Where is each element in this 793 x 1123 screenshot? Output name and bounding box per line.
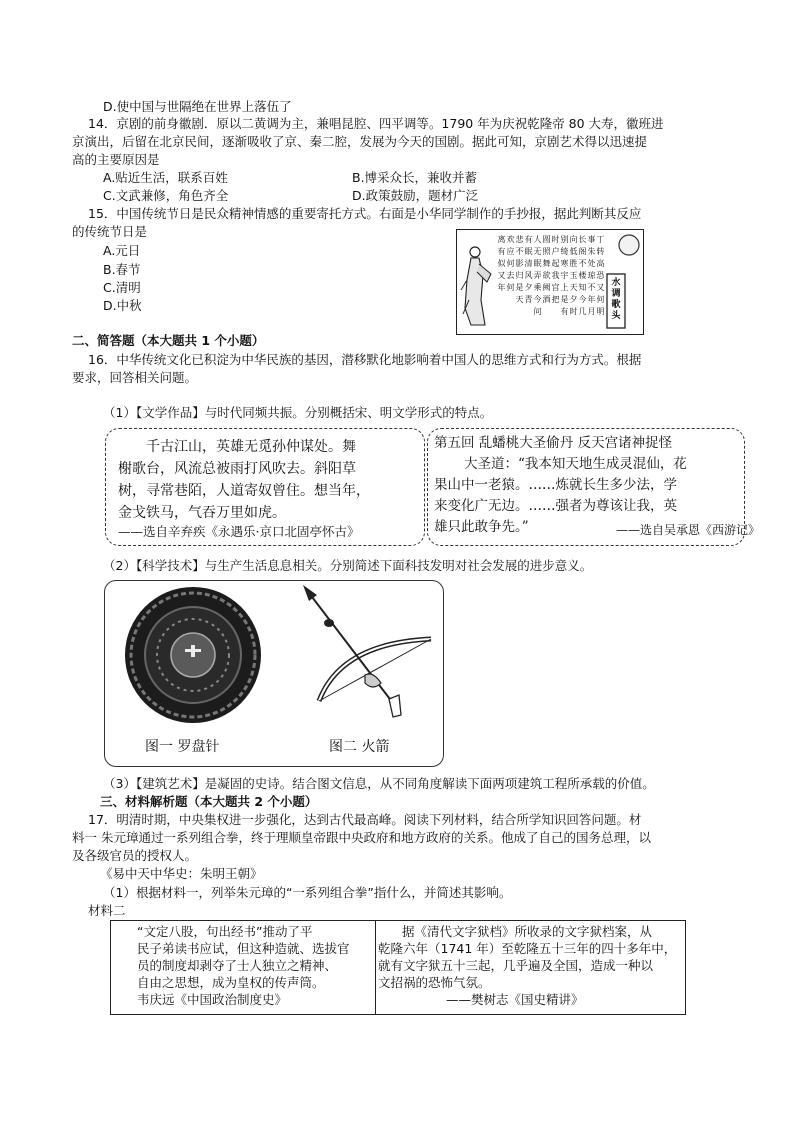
q16-line-2: 要求，回答相关问题。	[72, 370, 198, 385]
poem-source: ——选自辛弃疾《永遇乐·京口北固亭怀古》	[118, 524, 360, 539]
q15-line-1: 15．中国传统节日是民众精神情感的重要寄托方式。右面是小华同学制作的手抄报，据此判断其反应	[88, 206, 642, 221]
material2-label: 材料二	[88, 903, 126, 918]
poster-column: 人无眠弄乘今问	[533, 235, 542, 316]
poster-column: 长阁不楼知今几	[578, 235, 587, 316]
poem-line-3: 树，寻常巷陌，人道寄奴曾住。想当年，	[118, 483, 370, 499]
table-right-line-3: 就有文字狱五十三起，几乎遍及全国，造成一种以	[378, 958, 654, 973]
poster-column: 离有似又年	[497, 235, 506, 292]
table-left-line-5: 韦庆远《中国政治制度史》	[137, 992, 288, 1007]
table-left-line-1: “文定八股，句出经书”推动了平	[137, 924, 313, 939]
novel-line-3: 果山中一老猿。……炼就长生多少法，学	[434, 477, 677, 493]
table-left-line-3: 员的制度却剥夺了士人独立之精神、	[137, 958, 338, 973]
q13-option-d: D.使中国与世隔绝在世界上落伍了	[103, 99, 292, 114]
q14-line-2: 京演出，后留在北京民间，逐渐吸收了京、秦二腔，发展为今天的国剧。据此可知，京剧艺术得以迅速提	[72, 134, 648, 149]
table-cell-right	[376, 921, 685, 1014]
section2-title: 二、简答题（本大题共 1 个小题）	[72, 333, 265, 348]
novel-line-2: 大圣道：“我本知天地生成灵混仙，花	[464, 456, 687, 472]
q17-source: 《易中天中华史：朱明王朝》	[100, 866, 263, 881]
q15-option-a: A.元日	[103, 243, 141, 258]
fig1-caption: 图一 罗盘针	[145, 739, 220, 755]
q15-option-b: B.春节	[103, 262, 141, 277]
q14-line-1: 14．京剧的前身徽剧．原以二黄调为主，兼唱昆腔、四平调等。1790 年为庆祝乾隆帝 80 大寿，徽班进	[88, 116, 664, 131]
q14-option-d: D.政策鼓励，题材广泛	[352, 188, 479, 203]
novel-box	[427, 428, 761, 546]
q14-option-a: A.贴近生活，联系百姓	[103, 170, 228, 185]
poster-column: 丁转高恐又何明	[596, 235, 605, 316]
q16-sub3: （3）【建筑艺术】是凝固的史诗。结合图文信息，从不同角度解读下面两项建筑工程所承载的价值。	[103, 776, 655, 791]
fig2-caption: 图二 火箭	[329, 739, 390, 755]
poem-line-1: 千古江山，英雄无觅孙仲谋处。舞	[146, 439, 356, 455]
poem-line-4: 金戈铁马，气吞万里如虎。	[118, 505, 286, 521]
q15-option-c: C.清明	[103, 280, 141, 295]
table-cell-left	[111, 921, 376, 1014]
section3-title: 三、材料解析题（本大题共 2 个小题）	[100, 794, 318, 809]
q17-line-2: 料一 朱元璋通过一系列组合拳，终于理顺皇帝跟中央政府和地方政府的关系。他成了自己的国务总理，以	[72, 830, 651, 845]
q16-sub1: （1）【文学作品】与时代同频共振。分别概括宋、明文学形式的特点。	[103, 405, 493, 420]
q15-line-2: 的传统节日是	[72, 224, 148, 239]
poster-column: 事朱处琼不年月	[587, 235, 596, 316]
handwritten-poster	[456, 229, 644, 335]
poem-line-2: 榭歌台，风流总被雨打风吹去。斜阳草	[118, 461, 356, 477]
table-left-line-4: 自由之思想，成为皇权的传声筒。	[137, 975, 325, 990]
q14-line-3: 高的主要原因是	[72, 152, 160, 167]
table-right-line-1: 据《清代文字狱档》所收录的文字狱档案，从	[402, 924, 653, 939]
q14-option-c: C.文武兼修，角色齐全	[103, 188, 229, 203]
poster-column: 悲不影归是天	[515, 235, 524, 304]
q17-sub1: （1）根据材料一，列举朱元璋的“一系列组合拳”指什么，并简述其影响。	[103, 885, 512, 900]
figures-frame	[104, 580, 444, 767]
fire-arrow-illustration	[281, 583, 441, 733]
poster-column: 向低胜玉天夕时	[569, 235, 578, 316]
q16-sub2: （2）【科学技术】与生产生活息息相关。分别简述下面科技发明对社会发展的进步意义。	[103, 558, 593, 573]
novel-line-1: 第五回 乱蟠桃大圣偷丹 反天宫诸神捉怪	[434, 435, 673, 451]
poster-column: 别绮寒宇上是有	[560, 235, 569, 316]
table-left-line-2: 民子弟读书应试，但这种造就、选拔官	[137, 941, 350, 956]
novel-line-4: 来变化广无边。……强者为尊该让我，英	[434, 498, 677, 514]
poster-column: 圆照舞欲阙酒	[542, 235, 551, 304]
poster-text-columns	[497, 234, 605, 330]
poem-box	[105, 428, 425, 546]
poster-column: 有眠清风夕青	[524, 235, 533, 304]
compass-illustration	[109, 583, 279, 733]
table-right-line-4: 文招祸的恐怖气氛。	[378, 975, 491, 990]
poster-seal: 水调歌头	[611, 278, 621, 321]
poster-column: 时户起我宫把	[551, 235, 560, 304]
material2-table	[110, 920, 686, 1015]
q14-option-b: B.博采众长，兼收并蓄	[352, 170, 478, 185]
novel-line-5: 雄只此敢争先。”	[434, 519, 529, 535]
q17-line-1: 17．明清时期，中央集权进一步强化，达到古代最高峰。阅读下列材料，结合所学知识回答问题。材	[88, 812, 642, 827]
novel-source: ——选自吴承恩《西游记》	[616, 523, 761, 537]
table-right-line-2: 乾隆六年（1741 年）至乾隆五十三年的四十多年中，	[378, 941, 677, 956]
q15-option-d: D.中秋	[103, 298, 142, 313]
table-right-line-5: ——樊树志《国史精讲》	[446, 992, 584, 1007]
q16-line-1: 16．中华传统文化已积淀为中华民族的基因，潜移默化地影响着中国人的思维方式和行为方式。根据	[88, 352, 642, 367]
poster-column: 欢应何去何	[506, 235, 515, 292]
q17-line-3: 及各级官员的授权人。	[72, 848, 198, 863]
